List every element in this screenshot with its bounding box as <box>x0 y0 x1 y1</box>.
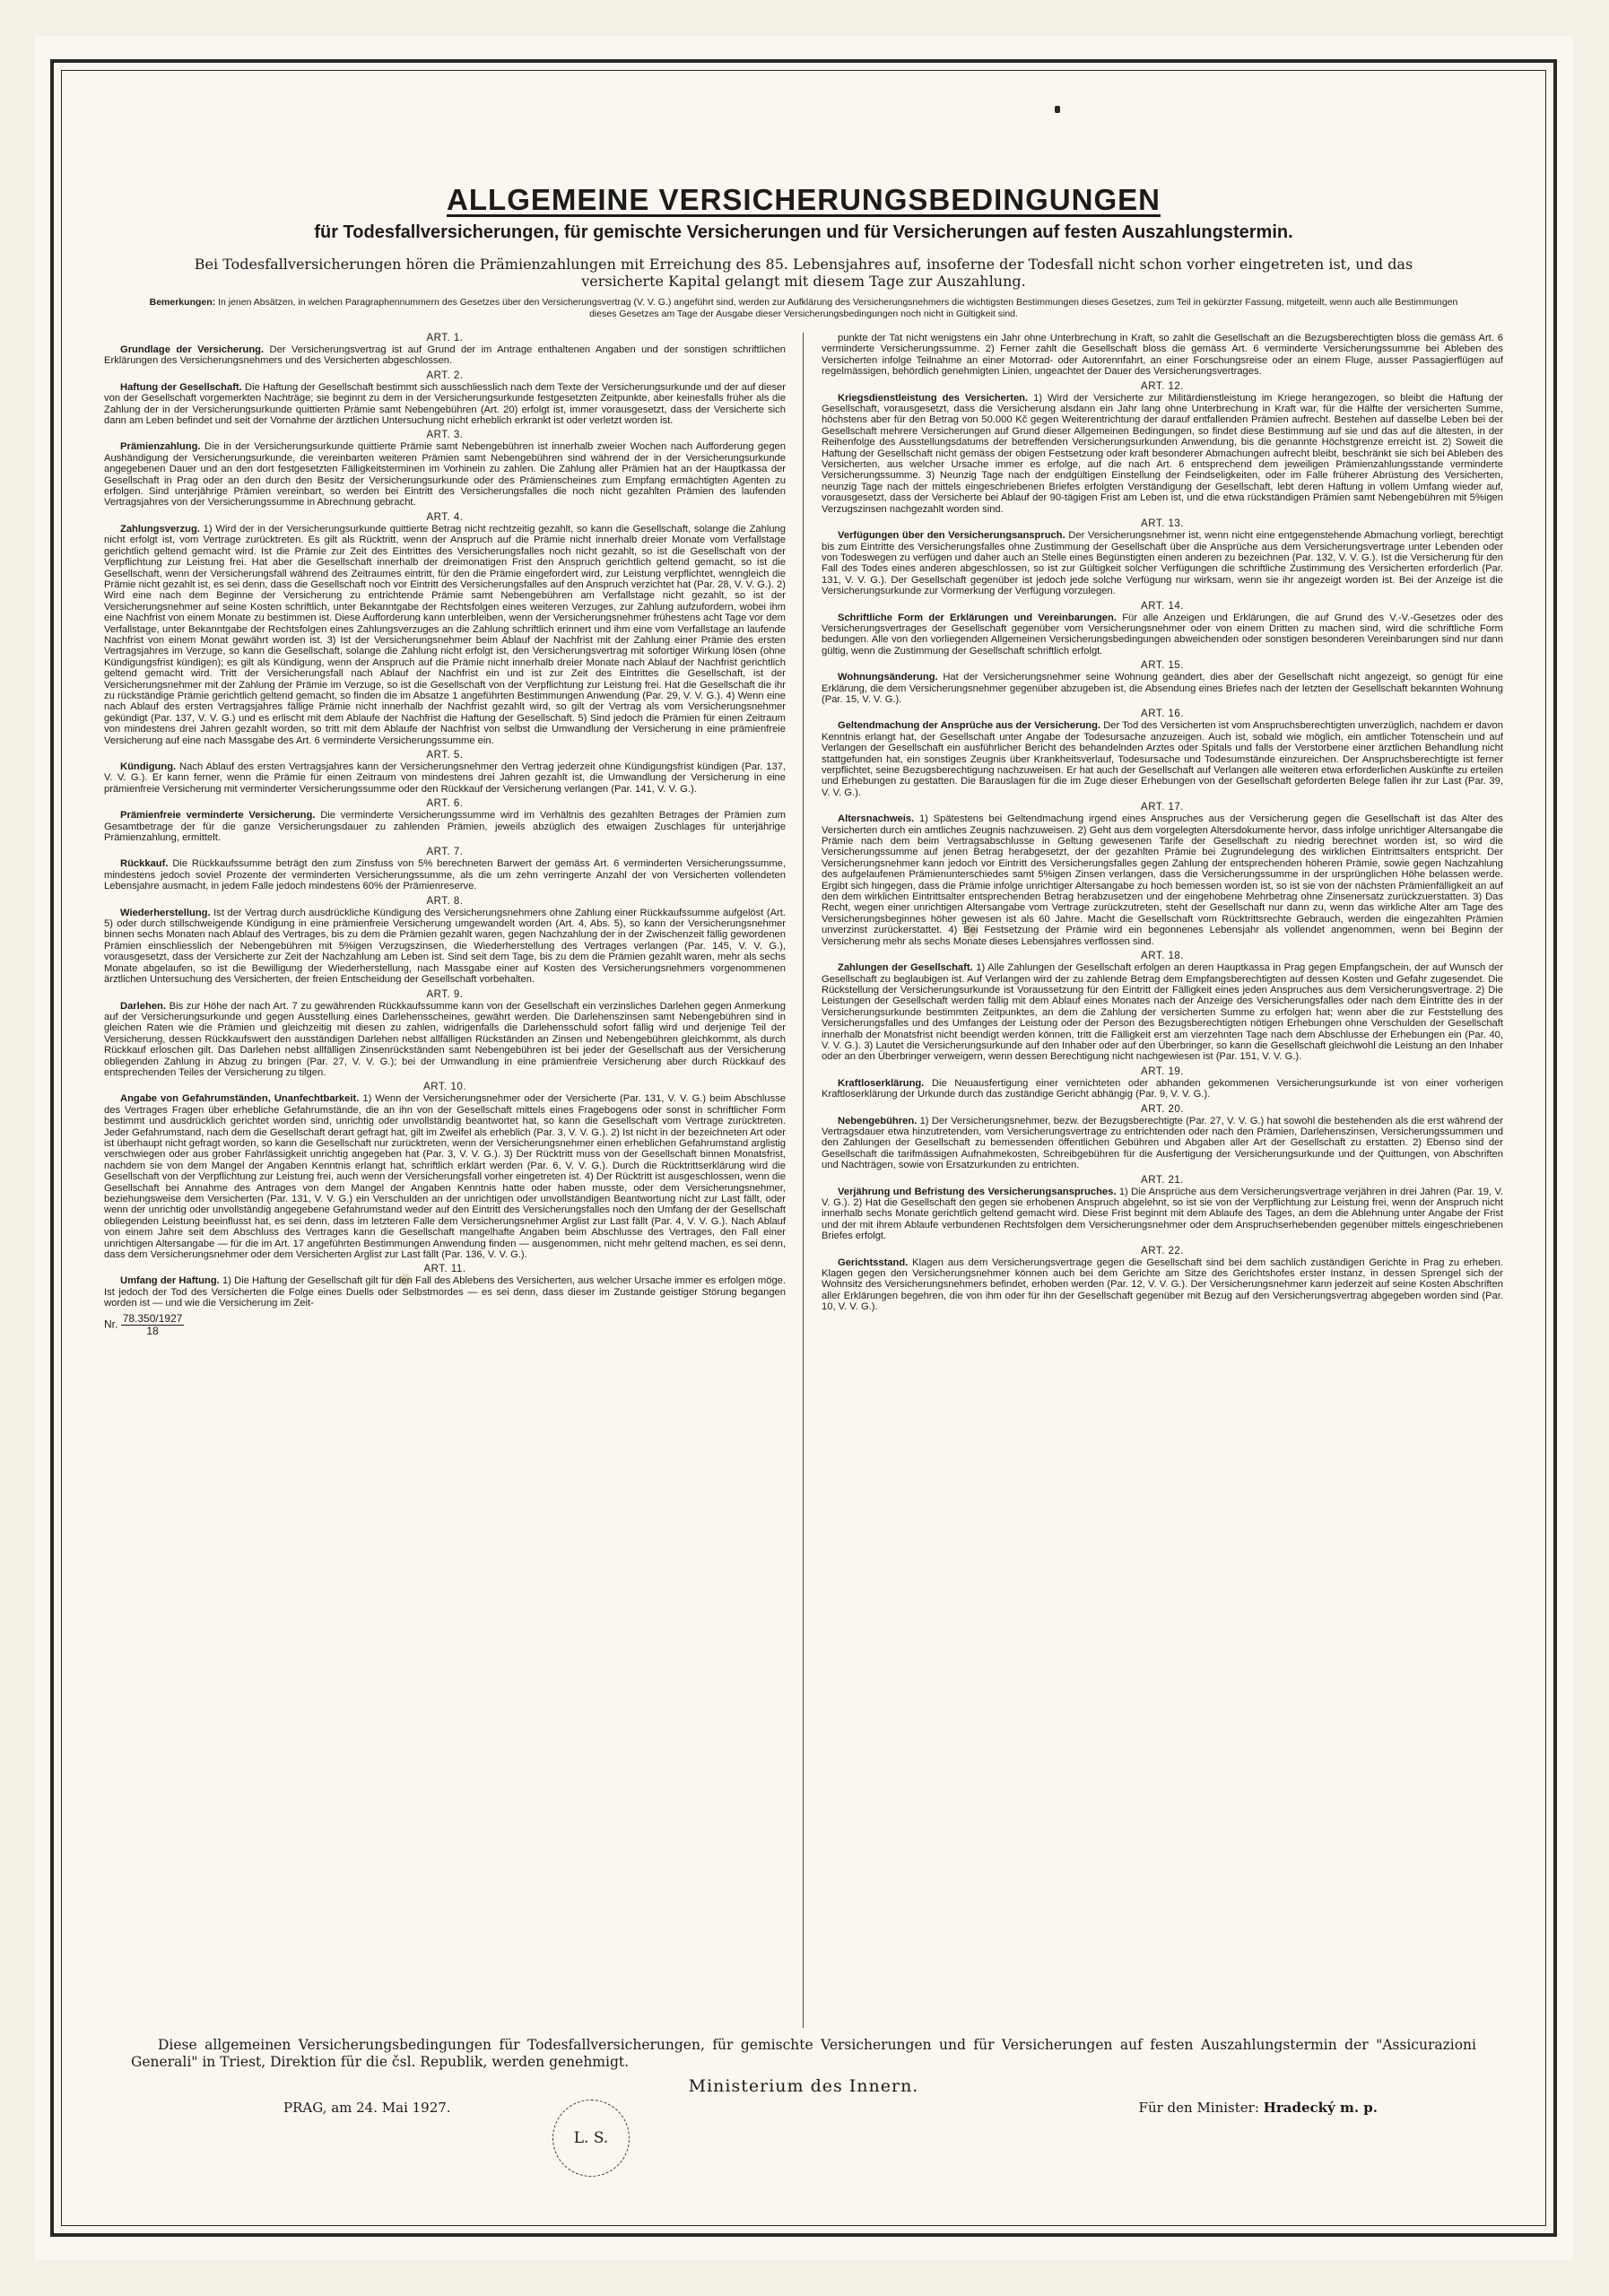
article-body <box>822 813 1503 947</box>
article-text: Klagen aus dem Versicherungsvertrage gegen die Gesellschaft sind bei dem sachlich zuständigen Gerichte in Prag zu erheben. Klagen gegen den Versicherungsnehmer können auch bei dem Gerichte am Sitze des Gerichtshofes erster Instanz, in dessen Sprengel sich der Wohnsitz des Versicherungsnehmers befindet, erhoben werden (Par. 12, V. V. G.). Der Versicherungsnehmer kann jederzeit auf seine Kosten Abschriften aller Erklärungen begehren, die von ihm oder für ihn der Gesellschaft gegenüber mit Bezug auf den Versicherungsvertrag abgegeben worden sind (Par. 10, V. V. G.). <box>822 1257 1503 1313</box>
article-heading: ART. 19. <box>1141 1065 1184 1077</box>
article <box>822 802 1503 947</box>
document-sheet <box>34 36 1573 2260</box>
place-date: PRAG, am 24. Mai 1927. <box>283 2100 451 2116</box>
signature-block <box>104 2076 1503 2184</box>
minister-name: Hradecký m. p. <box>1263 2100 1378 2116</box>
minister-signature <box>1139 2100 1378 2116</box>
article-text: Der Versicherungsnehmer ist, wenn nicht eine entgegenstehende Abmachung vorliegt, berechtigt bis zum Eintritte des Versicherungsfalles ohne Zustimmung der Gesellschaft über die Ansprüche aus dem Versicherungsvertrage unter Lebenden oder von Todeswegen zu verfügen und daher auch an Stelle eines Begünstigten einen anderen zu bezeichnen (Par. 132, V. V. G.). Ist die Versicherung für den Fall des Todes eines anderen abgeschlossen, so ist zur Gültigkeit solcher Verfügungen die schriftliche Zustimmung des Versicherten erforderlich (Par. 131, V. V. G.). Der Gesellschaft gegenüber ist jedoch jede solche Verfügung nur wirksam, wenn sie ihr angezeigt worden ist. Bei der Anzeige ist die Versicherungsurkunde zur Vormerkung der Verfügung vorzulegen. <box>822 530 1503 597</box>
article-lead: Kraftloserklärung. <box>838 1077 925 1089</box>
article-body <box>822 720 1503 798</box>
article-body <box>822 530 1503 596</box>
remark-text: In jenen Absätzen, in welchen Paragraphennummern des Gesetzes über den Versicherungsvertrag (V. V. G.) angeführt sind, werden zur Aufklärung des Versicherungsnehmers die wichtigsten Bestimmungen dieses Gesetzes, zum Teil in gekürzter Fassung, mitgeteilt, wenn auch alle Bestimmungen dieses Gesetzes am Tage der Ausgabe dieser Versicherungsbedingungen noch nicht in Gültigkeit sind. <box>218 297 1458 319</box>
document-subtitle: für Todesfallversicherungen, für gemischte Versicherungen und für Versicherungen auf festen Auszahlungstermin. <box>314 222 1293 242</box>
article-heading: ART. 9. <box>426 988 464 1000</box>
article-lead: Zahlungen der Gesellschaft. <box>838 962 973 974</box>
right-column <box>822 333 1503 2028</box>
document-title: ALLGEMEINE VERSICHERUNGSBEDINGUNGEN <box>447 183 1161 216</box>
article-body <box>822 962 1503 1063</box>
article <box>822 1104 1503 1171</box>
article-body <box>104 344 786 367</box>
article-lead: Wiederherstellung. <box>120 907 211 918</box>
article-lead: Wohnungsänderung. <box>838 672 938 683</box>
reference-fraction <box>121 1313 185 1337</box>
article-body <box>822 393 1503 515</box>
article <box>822 1066 1503 1100</box>
article-lead: Gerichtsstand. <box>838 1257 909 1268</box>
article-text: Die in der Versicherungsurkunde quittierte Prämie samt Nebengebühren ist innerhalb zweier Wochen nach Aufforderung gegen Aushändigung der Versicherungsurkunde, die vereinbarten weiteren Prämien samt Nebengebühren sind während der in der Versicherungsurkunde angegebenen Dauer und an den dort festgesetzten Fälligkeitsterminen im Vorhinein zu zahlen. Die Zahlung aller Prämien hat an der Hauptkassa der Gesellschaft in Prag oder an den durch den Besitz der Versicherungsurkunde oder des Prämienscheines zum Empfang ermächtigten Agenten zu erfolgen. Sind unterjährige Prämien vereinbart, so werden bei Eintritt des Versicherungsfalles die noch nicht gezahlten Prämien des laufenden Vertragsjahres von der Versicherungssumme in Abrechnung gebracht. <box>104 441 786 509</box>
seal-circle <box>552 2100 630 2177</box>
approval-paragraph: Diese allgemeinen Versicherungsbedingungen für Todesfallversicherungen, für gemischte Versicherungen und für Versicherungen auf festen Auszahlungstermin der "Assicurazioni Generali" in Triest, Direktion für die čsl. Republik, werden genehmigt. <box>131 2037 1476 2070</box>
remark-label: Bemerkungen: <box>149 297 216 308</box>
article <box>104 512 786 746</box>
article-body <box>822 1078 1503 1100</box>
article-text: 1) Wird der Versicherte zur Militärdienstleistung im Kriege herangezogen, so bleibt die Haftung der Gesellschaft, vorausgesetzt, dass die Versicherung alsdann ein Jahr lang ohne Unterbrechung in Kraft war, für die Hälfte der versicherten Summe, höchstens aber für den Betrag von 50.000 Kč gegen Weiterentrichtung der darauf entfallenden Prämien aufrecht. Bestehen auf dasselbe Leben bei der Gesellschaft mehrere Versicherungen auf Grund dieser Allgemeinen Bedingungen, so findet diese Bestimmung auf sie und das auf die ältesten, in der Reihenfolge des Ausstellungsdatums der betreffenden Versicherungsurkunden Anwendung, bis die genannte Höchstgrenze erreicht ist. 2) Soweit die Haftung der Gesellschaft nicht gemäss der obigen Festsetzung oder kraft besonderer Abmachungen aufrecht bleibt, beschränkt sie sich bei Ableben des Versicherten, aus welcher Ursache immer es erfolge, auf die nach Art. 6 entsprechend dem jeweiligen Prämienzahlungsstande verminderte Versicherungssumme. 3) Neunzig Tage nach der endgültigen Einstellung der Feindseligkeiten, oder im Falle früherer Abrüstung des Versicherten, neunzig Tage nach der mittels eingeschriebenen Briefes erfolgten Verständigung der Gesellschaft, lebt deren Haftung in vollem Umfang wieder auf, vorausgesetzt, dass der Versicherte bei Ablauf der 90-tägigen Frist am Leben ist, und die etwa rückständigen Prämien samt Nebengebühren mit 5%igen Verzugszinsen nachgezahlt worden sind. <box>822 392 1503 515</box>
article-heading: ART. 20. <box>1141 1103 1184 1115</box>
minister-label: Für den Minister: <box>1138 2100 1259 2116</box>
article-heading: ART. 17. <box>1141 802 1184 813</box>
article-body <box>104 858 786 891</box>
article-text: Die Haftung der Gesellschaft bestimmt sich ausschliesslich nach dem Texte der Versicherungsurkunde und der auf dieser von der Gesellschaft vorgemerkten Nachträge; sie beginnt zu dem in der Versicherungsurkunde festgesetzten Zeitpunkte, aber keinesfalls früher als die Zahlung der in der Versicherungsurkunde quittierten Prämie samt Nebengebühren (Art. 20) erfolgt ist, immer vorausgesetzt, dass der Versicherte sich dann am Leben befindet und seit der Vornahme der ärztlichen Untersuchung nicht erheblich erkrankt ist oder verletzt worden ist. <box>104 381 786 427</box>
reference-numerator: 78.350/1927 <box>122 1311 183 1325</box>
article <box>104 896 786 986</box>
article <box>104 847 786 891</box>
article <box>822 333 1503 378</box>
article <box>822 381 1503 515</box>
article-heading: ART. 18. <box>1141 951 1184 962</box>
article-heading: ART. 1. <box>426 333 464 344</box>
article-text: 1) Alle Zahlungen der Gesellschaft erfolgen an deren Hauptkassa in Prag gegen Empfangschein, der auf Wunsch der Gesellschaft zu beglaubigen ist. Auf Verlangen wird der zu zahlende Betrag dem Empfangsberechtigten auf dessen Kosten und Gefahr zugesendet. Die Rückstellung der Versicherungsurkunde ist Voraussetzung für den Eintritt der Fälligkeit eines jeden Anspruches aus dem Versicherungsvertrage. 2) Die Leistungen der Gesellschaft werden fällig mit dem Ablauf eines Monates nach der Anzeige des Versicherungsfalles oder nach dem Eintritte des in der Versicherungsurkunde bestimmten Zeitpunktes, an dem die Zahlung der versicherten Summe zu erfolgen hat; wenn aber die zur Feststellung des Versicherungsfalles und des Umfanges der Leistung oder der Person des Bezugsberechtigten nötigen Erhebungen ohne Verschulden der Gesellschaft innerhalb der Monatsfrist nicht beendigt werden können, tritt die Fälligkeit erst am vierzehnten Tage nach dem Abschlusse der Erhebungen ein (Par. 40, V. V. G.). 3) Lautet die Versicherungsurkunde auf den Inhaber oder auf den Überbringer, so kann die Gesellschaft gleichwohl die Leistung an den Inhaber oder an den Überbringer verweigern, wenn dessen Berechtigung nicht nachgewiesen ist (Par. 151, V. V. G.). <box>822 962 1503 1063</box>
article-lead: Umfang der Haftung. <box>120 1275 220 1287</box>
article-lead: Angabe von Gefahrumständen, Unanfechtbarkeit. <box>120 1093 360 1105</box>
article-heading: ART. 22. <box>1141 1245 1184 1257</box>
article-heading: ART. 14. <box>1141 600 1184 612</box>
article <box>104 1264 786 1309</box>
article <box>822 951 1503 1063</box>
article <box>822 1175 1503 1242</box>
reference-denominator: 18 <box>146 1324 159 1337</box>
article-body <box>822 1187 1503 1242</box>
article-lead: Kriegsdienstleistung des Versicherten. <box>838 392 1029 404</box>
ministry-name: Ministerium des Innern. <box>688 2076 919 2096</box>
left-column <box>104 333 786 2028</box>
article-body <box>104 1093 786 1260</box>
article-heading: ART. 8. <box>426 895 464 907</box>
article <box>104 333 786 367</box>
article-body <box>104 1275 786 1309</box>
article-heading: ART. 10. <box>423 1082 466 1093</box>
reference-label: Nr. <box>104 1318 118 1331</box>
article-text: 1) Wenn der Versicherungsnehmer oder der Versicherte (Par. 131, V. V. G.) beim Abschlusse des Vertrages Fragen über erhebliche Gefahrumstände, die an ihn von der Gesellschaft mittels eines Fragebogens oder sonst in schriftlicher Form bestimmt und ausdrücklich gerichtet worden sind, unrichtig oder unvollständig beantwortet hat, so kann die Gesellschaft vom Vertrage zurücktreten. Jeder Gefahrumstand, nach dem die Gesellschaft derart gefragt hat, gilt im Zweifel als erheblich (Par. 3, V. V. G.). 2) Ist nicht in der bezeichneten Art oder ist überhaupt nicht gefragt worden, so kann die Gesellschaft nur zurücktreten, wenn der Versicherungsnehmer einen erheblichen Gefahrumstand arglistig verschwiegen oder aus grober Fahrlässigkeit unrichtig angegeben hat (Par. 3, V. V. G.). 3) Der Rücktritt muss von der Gesellschaft binnen Monatsfrist, nachdem sie von dem Mangel der Angaben Kenntnis erlangt hat, schriftlich erklärt werden (Par. 6, V. V. G.). Durch die Rücktrittserklärung wird die Gesellschaft von der Verpflichtung zur Leistung frei, auch wenn der Versicherungsfall vorher eingetreten ist. 4) Der Rücktritt ist ausgeschlossen, wenn die Gesellschaft bei Annahme des Antrages von dem Mangel der Angaben Kenntnis hatte oder haben musste, oder dem Versicherungsnehmer, beziehungsweise dem Versicherten (Par. 131, V. V. G.) ein Verschulden an der unrichtigen oder unvollständigen Beantwortung nicht zur Last fällt, oder wenn der unrichtig oder unvollständig angegebene Gefahrumstand weder auf den Eintritt des Versicherungsfalles noch den Umfang der der Gesellschaft obliegenden Leistung beeinflusst hat, es sei denn, dass im letzteren Falle dem Versicherungsnehmer Arglist zur Last fällt (Par. 4, V. V. G.). Nach Ablauf von einem Jahre seit dem Abschluss des Vertrages kann die Gesellschaft mangelhafte Angaben beim Abschlusse des Vertrages, den Fall einer unrichtigen Altersangabe — für die im Art. 17 angeführten Bestimmungen Anwendung finden — ausgenommen, nicht mehr geltend machen, es sei denn, dass dem Versicherungsnehmer oder dem Versicherten Arglist zur Last fällt (Par. 136, V. V. G.). <box>104 1093 786 1261</box>
article-heading: ART. 7. <box>426 847 464 858</box>
article-heading: ART. 2. <box>426 370 464 381</box>
article-heading: ART. 12. <box>1141 380 1184 392</box>
article <box>104 989 786 1079</box>
article-heading: ART. 5. <box>426 750 464 761</box>
article-lead: Darlehen. <box>120 1000 166 1012</box>
article-body <box>822 1257 1503 1313</box>
article-body <box>104 908 786 986</box>
article-body <box>104 1001 786 1079</box>
article-lead: Geltendmachung der Ansprüche aus der Versicherung. <box>838 720 1101 732</box>
article-heading: ART. 3. <box>426 430 464 441</box>
article-body <box>104 761 786 795</box>
article-text: 1) Der Versicherungsnehmer, bezw. der Bezugsberechtigte (Par. 27, V. V. G.) hat sowohl die bestehenden als die erst während der Vertragsdauer etwa hinzutretenden, vom Versicherungsvertrage zu entrichtenden oder nach den Prämien, Darlehenszinsen, Versicherungssummen und den Zahlungen der Gesellschaft zu bemessenden öffentlichen Gebühren und Abgaben aller Art der Gesellschaft zu erstatten. 2) Ebenso sind der Gesellschaft die tarifmässigen Aufnahmekosten, Schreibgebühren für die Ausfertigung der Versicherungsurkunde und der Quittungen, von Abschriften und Nachträgen, sowie von Ersatzurkunden zu entrichten. <box>822 1115 1503 1171</box>
article-lead: Verfügungen über den Versicherungsanspruch. <box>838 530 1065 542</box>
article <box>822 518 1503 596</box>
article-heading: ART. 6. <box>426 798 464 810</box>
article-body <box>104 810 786 843</box>
article <box>822 709 1503 798</box>
article <box>822 660 1503 705</box>
article-text: 1) Die Ansprüche aus dem Versicherungsvertrage verjähren in drei Jahren (Par. 19, V. V. G.). 2) Hat die Gesellschaft den gegen sie erhobenen Anspruch abgelehnt, so ist sie von der Verpflichtung zur Leistung frei, wenn der Anspruch nicht innerhalb sechs Monate gerichtlich geltend gemacht wird. Diese Frist beginnt mit dem Ablaufe des Tages, an dem die Ablehnung unter Angabe der Frist und der mit ihrem Ablaufe verbundenen Rechtsfolgen dem Versicherungsnehmer oder dem Anspruchserhebenden gegenüber mittels eingeschriebenen Briefes erfolgt. <box>822 1186 1503 1242</box>
article-body <box>104 382 786 427</box>
articles-columns <box>104 333 1503 2028</box>
article-heading: ART. 15. <box>1141 660 1184 672</box>
article-text: Die verminderte Versicherungssumme wird im Verhältnis des gezahlten Betrages der Prämien zum Gesamtbetrage der für die ganze Versicherungsdauer zu zahlenden Prämien, jeweils abzüglich des etwaigen Zuschlages für unterjährige Prämienzahlung, ermittelt. <box>104 810 786 844</box>
article-lead: Prämienzahlung. <box>120 441 201 453</box>
article-text: punkte der Tat nicht wenigstens ein Jahr ohne Unterbrechung in Kraft, so zahlt die Gesellschaft an die Bezugsberechtigten bloss die gemäss Art. 6 verminderte Versicherungssumme. 2) Ferner zahlt die Gesellschaft bloss die gemäss Art. 6 verminderte Versicherungssumme bei Ableben des Versicherten infolge Teilnahme an einer Motorrad- oder Autorennfahrt, an einer Forschungsreise oder an einem Fluge, ausser Passagierflügen auf regelmässigen, behördlich genehmigten Linien, ungeachtet der Dauer des Versicherungsvertrages. <box>822 333 1503 378</box>
article-body <box>822 1116 1503 1171</box>
article-text: Nach Ablauf des ersten Vertragsjahres kann der Versicherungsnehmer den Vertrag jederzeit ohne Kündigungsfrist kündigen (Par. 137, V. V. G.). Er kann ferner, wenn die Prämie für einen Zeitraum von mindestens drei Jahren gezahlt ist, die Umwandlung der Versicherung in eine prämienfreie Versicherung mit verminderter Versicherungssumme oder den Rückkauf der Versicherung verlangen (Par. 141, V. V. G.). <box>104 761 786 795</box>
article-text: Die Neuausfertigung einer vernichteten oder abhanden gekommenen Versicherungsurkunde ist von einer vorherigen Kraftloserklärung der Urkunde durch das zuständige Gericht abhängig (Par. 9, V. V. G.). <box>822 1077 1503 1100</box>
remark-paragraph <box>149 297 1458 320</box>
article-heading: ART. 11. <box>423 1264 466 1275</box>
article-lead: Haftung der Gesellschaft. <box>120 381 242 393</box>
article-text: 1) Wird der in der Versicherungsurkunde quittierte Betrag nicht rechtzeitig gezahlt, so kann die Gesellschaft, solange die Zahlung nicht erfolgt ist, vom Vertrage zurücktreten. Es gilt als Rücktritt, wenn der Anspruch auf die Prämie nicht innerhalb dreier Monate vom Verfallstage gerichtlich geltend gemacht wird. Ist die Prämie zur Zeit des Eintrittes des Versicherungsfalles noch nicht gezahlt, so ist die Gesellschaft von der Verpflichtung zur Leistung frei. Hat aber die Gesellschaft innerhalb der dreimonatigen Frist den Anspruch gerichtlich geltend gemacht, so ist die Gesellschaft, wenn der Versicherungsfall während des Zeitraumes eintritt, für den die Prämie eingefordert wird, zur Leistung verpflichtet, wenngleich die Prämie nicht gezahlt ist, es sei denn, dass die Gesellschaft noch vor Eintritt des Versicherungsfalles auf den Anspruch verzichtet hat (Par. 28, V. V. G.). 2) Wird eine nach dem Beginne der Versicherung zu entrichtende Prämie samt Nebengebühren am Verfallstage nicht gezahlt, so ist der Versicherungsnehmer auf seine Kosten schriftlich, unter Bekanntgabe der Rechtsfolgen eines weiteren Verzuges, zur Zahlung aufzufordern, wobei ihm eine Nachfrist von einem Monate zu bestimmen ist. Diese Aufforderung kann unterbleiben, wenn der Versicherungsnehmer frühestens acht Tage vor dem Verfallstage, unter Bekanntgabe der Rechtsfolgen eines Zahlungsverzuges an die Zahlung schriftlich erinnert und ihm eine vom Verfallstage an laufende Nachfrist von einem Monat gewährt worden ist. 3) Ist der Versicherungsnehmer beim Ablauf der Nachfrist mit der Zahlung einer Prämie des ersten Vertragsjahres im Verzuge, so kann die Gesellschaft, solange die Zahlung nicht erfolgt ist, den Versicherungsvertrag mit sofortiger Wirkung lösen (ohne Kündigungsfrist kündigen); es gilt als Kündigung, wenn der Anspruch auf die Prämie nicht innerhalb dreier Monate nach Ablauf der Nachfrist gerichtlich geltend gemacht wird. Tritt der Versicherungsfall nach Ablauf der Nachfrist ein und ist zur Zeit des Eintrittes die Gesellschaft, ist der Versicherungsnehmer mit der Zahlung der Prämie im Verzuge, so ist die Gesellschaft von der Verpflichtung zur Leistung frei. Hat die Gesellschaft die ihr zu rückständige Prämie gerichtlich geltend gemacht, so finden die im Absatze 1 angeführten Bestimmungen Anwendung (Par. 29, V. V. G.). 4) Wenn eine nach Ablauf des ersten Vertragsjahres fällige Prämie nicht innerhalb der Nachfrist gezahlt wird, so gilt der Vertrag als vom Versicherungsnehmer gekündigt (Par. 137, V. V. G.) und es erlischt mit dem Ablaufe der Nachfrist die Haftung der Gesellschaft. 5) Sind jedoch die Prämien für einen Zeitraum von mindestens drei Jahren gezahlt worden, so tritt mit dem Ablaufe der Nachfrist von selbst die Umwandlung der Versicherung in eine prämienfreie Versicherung auf eine nach Massgabe des Art. 6 verminderte Versicherungssumme ein. <box>104 523 786 746</box>
article <box>104 1082 786 1260</box>
reference-number <box>104 1313 786 1337</box>
article-lead: Zahlungsverzug. <box>120 523 200 535</box>
article-text: Der Versicherungsvertrag ist auf Grund der im Antrage enthaltenen Angaben und der sonstigen schriftlichen Erklärungen des Versicherungsnehmers und des Versicherten abgeschlossen. <box>104 344 786 367</box>
article <box>104 750 786 795</box>
article-lead: Rückkauf. <box>120 858 169 870</box>
article-text: Der Tod des Versicherten ist vom Anspruchsberechtigten unverzüglich, nachdem er davon Kenntnis erlangt hat, der Gesellschaft unter Angabe der Todesursache anzuzeigen. Auch ist, sobald wie möglich, ein amtlicher Totenschein und auf Verlangen der Gesellschaft ein ausführlicher Bericht des behandelnden Arztes oder Spitals und falls der Verstorbene einer ärztlichen Behandlung nicht stattgefunden hat, ein sonstiges Zeugnis über Krankheitsverlauf, Todesursache und Todesumstände einzureichen. Der Anspruchsberechtigte ist ferner verpflichtet, seine Bezugsberechtigung nachzuweisen. Er hat auch der Gesellschaft auf Verlangen alle weiteren etwa erforderlichen Auskünfte zu erteilen und Erhebungen zu gestatten. Die Barauslagen für die im Zuge dieser Erhebungen von der Gesellschaft geforderten Belege fallen ihr zur Last (Par. 39, V. V. G.). <box>822 720 1503 798</box>
seal-text: L. S. <box>573 2129 609 2147</box>
article-lead: Kündigung. <box>120 761 177 772</box>
article-heading: ART. 21. <box>1141 1174 1184 1186</box>
ink-mark <box>1055 106 1060 113</box>
article-text: Bis zur Höhe der nach Art. 7 zu gewährenden Rückkaufssumme kann von der Gesellschaft ein verzinsliches Darlehen gegen Anmerkung auf der Versicherungsurkunde und gegen Ausstellung eines Darlehensscheines, gewährt werden. Die Darlehenszinsen samt Nebengebühren sind in gleichen Raten wie die Prämien und gleichzeitig mit diesen zu zahlen, widrigenfalls die Darlehensschuld sofort fällig wird und derjenige Teil der Versicherung, dessen Rückkaufswert den ausständigen Darlehen nebst allfälligen Rückständen an Zinsen und Nebengebühren gleichkommt, als durch Rückkauf erloschen gilt. Das Darlehen nebst allfälligen Zinsenrückständen samt Nebengebühren ist bei jeder der Gesellschaft aus der Versicherung obliegenden Zahlung in Abzug zu bringen (Par. 27, V. V. G.); bei der Umwandlung in eine prämienfreie Versicherung aber durch Rückkauf des entsprechenden Teiles der Versicherung zu tilgen. <box>104 1000 786 1078</box>
article-lead: Grundlage der Versicherung. <box>120 344 265 355</box>
article-body <box>104 441 786 508</box>
article-heading: ART. 4. <box>426 511 464 523</box>
article-text: Hat der Versicherungsnehmer seine Wohnung geändert, dies aber der Gesellschaft nicht angezeigt, so genügt für eine Erklärung, die dem Versicherungsnehmer gegenüber abzugeben ist, die Absendung eines Briefes nach der letzten der Gesellschaft bekannten Wohnung (Par. 15, V. V. G.). <box>822 672 1503 705</box>
article-text: Die Rückkaufssumme beträgt den zum Zinsfuss von 5% berechneten Barwert der gemäss Art. 6 verminderten Versicherungssumme, mindestens jedoch soviel Prozente der verminderten Versicherungssumme, als die um zehn verringerte Anzahl der von Versicherten vollendeten Lebensjahre ausmacht, in jedem Falle jedoch mindestens 60% der Prämienreserve. <box>104 858 786 892</box>
article-lead: Nebengebühren. <box>838 1115 918 1126</box>
article-lead: Prämienfreie verminderte Versicherung. <box>120 810 316 822</box>
article-lead: Verjährung und Befristung des Versicherungsanspruches. <box>838 1186 1117 1197</box>
column-divider <box>803 333 804 2028</box>
article-body <box>822 672 1503 705</box>
article <box>104 370 786 427</box>
article-text: 1) Spätestens bei Geltendmachung irgend eines Anspruches aus der Versicherung gegen die Gesellschaft ist das Alter des Versicherten durch ein amtliches Zeugnis nachzuweisen. 2) Geht aus dem vorgelegten Altersdokumente hervor, dass infolge unrichtiger Altersangabe die Prämie nach dem beim Vertragsabschlusse in Geltung gewesenen Tarife der Gesellschaft zu niedrig berechnet worden ist, so wird die Versicherungssumme auf jenen Betrag herabgesetzt, der der gezahlten Prämie bei Zugrundelegung des wirklichen Eintrittsalters entspricht. Der Versicherungsnehmer kann jedoch vor Eintritt des Versicherungsfalles gegen Zahlung der entsprechenden höheren Prämie, sowie gegen Nachzahlung des aufgelaufenen Prämienunterschiedes samt 5%igen Zinsen verlangen, dass die Versicherungssumme in der ursprünglichen Höhe belassen werde. Ergibt sich hingegen, dass die Prämie infolge unrichtiger Altersangabe zu hoch bemessen worden ist, so ist sie von der nächsten Prämienfälligkeit an auf den dem wirklichen Eintrittsalter entsprechenden Betrag herabzusetzen und der eingehobene Mehrbetrag ohne Zinsenersatz zurückzuerstatten. 3) Das Recht, wegen einer unrichtigen Altersangabe vom Vertrage zurückzutreten, steht der Gesellschaft nur dann zu, wenn das wirkliche Alter am Tage des Versicherungsbeginnes höher gewesen ist als 60 Jahre. Macht die Gesellschaft vom Rücktrittsrechte Gebrauch, werden die eingezahlten Prämien unverzinst zurückerstattet. 4) Bei Festsetzung der Prämie wird ein begonnenes Lebensjahr als vollendet angenommen, wenn bei Beginn der Versicherung mehr als sechs Monate dieses Lebensjahres verflossen sind. <box>822 813 1503 947</box>
article <box>822 601 1503 657</box>
article-text: Ist der Vertrag durch ausdrückliche Kündigung des Versicherungsnehmers ohne Zahlung einer Rückkaufssumme aufgelöst (Art. 5) oder durch stillschweigende Kündigung in eine prämienfreie Versicherung umgewandelt worden (Art. 4, Abs. 5), so kann der Versicherungsnehmer binnen sechs Monaten nach Ablauf des Vertrages, bis zu dem die Prämien gezahlt waren, gegen Nachzahlung der in der Zwischenzeit fällig gewordenen Prämien einschliesslich der Nebengebühren mit 5%igen Verzugszinsen, die Wiederherstellung des Vertrages verlangen (Par. 145, V. V. G.), vorausgesetzt, dass der Versicherte zur Zeit der Nachzahlung am Leben ist. Sind seit dem Tage, bis zu dem die Prämien gezahlt waren, mehr als sechs Monate abgelaufen, so ist die Bewilligung der Wiederherstellung, nach Massgabe einer auf Kosten des Versicherungsnehmers vorgenommenen ärztlichen Untersuchung des Versicherten, der freien Entscheidung der Gesellschaft vorbehalten. <box>104 907 786 986</box>
article-text: 1) Die Haftung der Gesellschaft gilt für den Fall des Ablebens des Versicherten, aus welcher Ursache immer es erfolgen möge. Ist jedoch der Tod des Versicherten die Folge eines Duells oder Selbstmordes — es sei denn, dass dieser im Zustande geistiger Störung begangen worden ist — und wie die Versicherung im Zeit- <box>104 1275 786 1309</box>
document-content <box>104 133 1503 2222</box>
article-body <box>104 524 786 746</box>
article-body <box>822 333 1503 378</box>
article-heading: ART. 16. <box>1141 709 1184 720</box>
article-lead: Altersnachweis. <box>838 813 915 825</box>
article <box>104 798 786 843</box>
article-lead: Schriftliche Form der Erklärungen und Vereinbarungen. <box>838 612 1117 623</box>
article <box>822 1246 1503 1313</box>
article <box>104 430 786 508</box>
intro-paragraph: Bei Todesfallversicherungen hören die Prämienzahlungen mit Erreichung des 85. Lebensjahres auf, insoferne der Todesfall nicht schon vorher eingetreten ist, und das versicherte Kapital gelangt mit diesem Tage zur Auszahlung. <box>194 256 1413 290</box>
article-text: Für alle Anzeigen und Erklärungen, die auf Grund des V.-V.-Gesetzes oder des Versicherungsvertrages der Gesellschaft gegenüber vom Versicherungsnehmer oder von einem Dritten zu machen sind, wird die schriftliche Form bedungen. Alle von den vorliegenden Allgemeinen Versicherungsbedingungen abweichenden oder sonstigen besonderen Vereinbarungen sind nur dann gültig, wenn die Zustimmung der Gesellschaft schriftlich erfolgt. <box>822 612 1503 657</box>
article-heading: ART. 13. <box>1141 518 1184 530</box>
article-body <box>822 613 1503 657</box>
